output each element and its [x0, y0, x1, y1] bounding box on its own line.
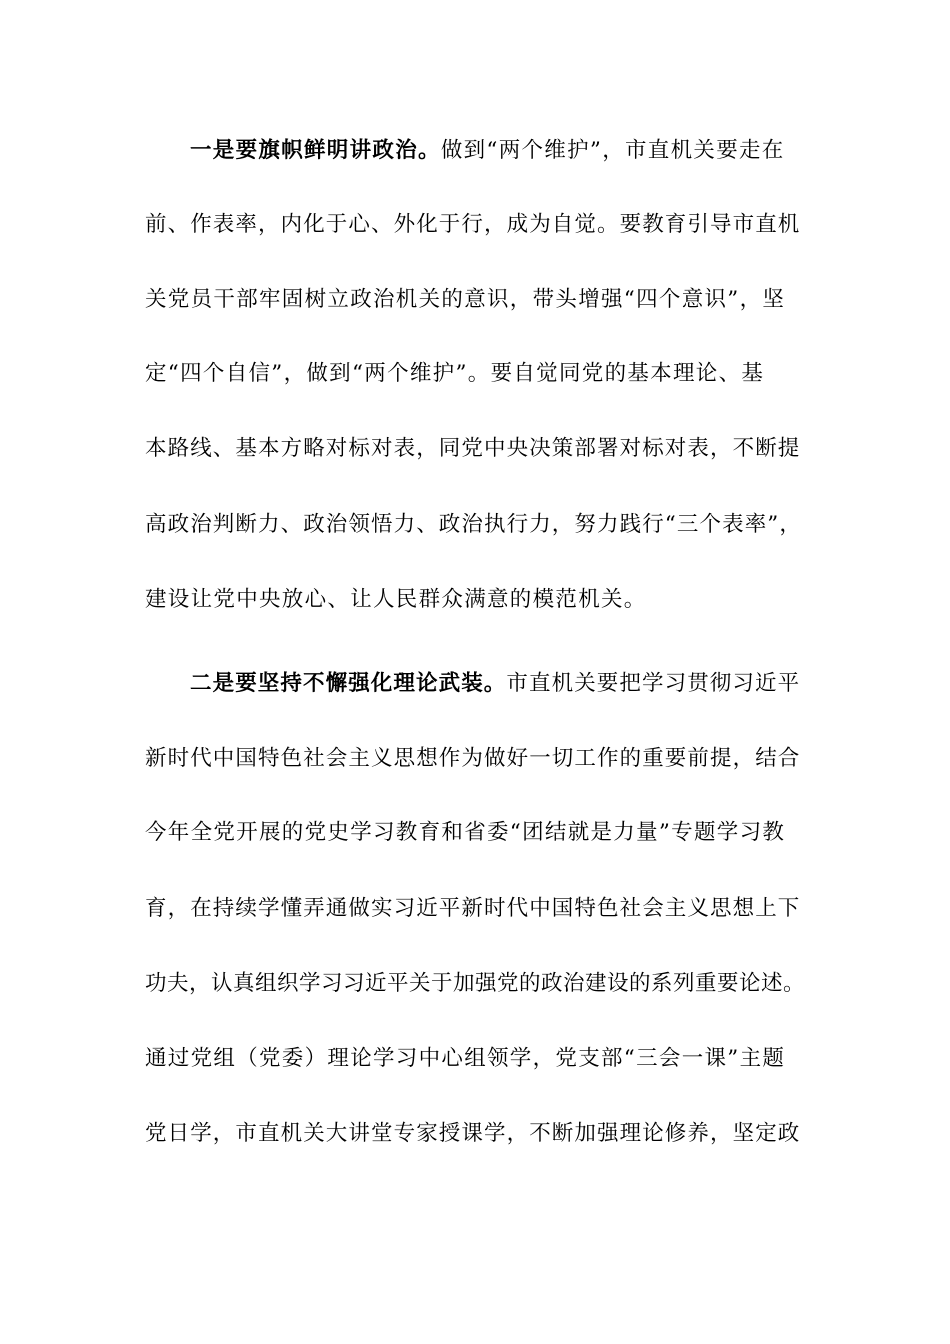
paragraph-2-heading: 二是要坚持不懈强化理论武装。 [190, 671, 507, 696]
paragraph-1-line-7: 建设让党中央放心、让人民群众满意的模范机关。 [145, 587, 647, 612]
paragraph-2-text: 市直机关要把学习贯彻习近平 [506, 671, 801, 696]
paragraph-2-line-7: 党日学，市直机关大讲堂专家授课学，不断加强理论修养，坚定政 [145, 1121, 801, 1146]
paragraph-1-line-5: 本路线、基本方略对标对表，同党中央决策部署对标对表，不断提 [145, 436, 801, 461]
paragraph-2-line-3: 今年全党开展的党史学习教育和省委“团结就是力量”专题学习教 [145, 820, 786, 845]
paragraph-1-heading: 一是要旗帜鲜明讲政治。 [190, 138, 441, 163]
paragraph-2-line-6: 通过党组（党委）理论学习中心组领学，党支部“三会一课”主题 [145, 1046, 786, 1071]
paragraph-1-text: 做到“两个维护”，市直机关要走在 [440, 138, 785, 163]
paragraph-1-line-6: 高政治判断力、政治领悟力、政治执行力，努力践行“三个表率”， [145, 512, 802, 537]
paragraph-1-line-4: 定“四个自信”，做到“两个维护”。要自觉同党的基本理论、基 [145, 361, 765, 386]
paragraph-1-line-1 [190, 131, 805, 171]
paragraph-2-line-4: 育，在持续学懂弄通做实习近平新时代中国特色社会主义思想上下 [145, 896, 801, 921]
paragraph-2-line-5: 功夫，认真组织学习习近平关于加强党的政治建设的系列重要论述。 [145, 971, 806, 996]
paragraph-2-line-1 [190, 664, 805, 704]
paragraph-1-line-2: 前、作表率，内化于心、外化于行，成为自觉。要教育引导市直机 [145, 212, 801, 237]
paragraph-2-line-2: 新时代中国特色社会主义思想作为做好一切工作的重要前提，结合 [145, 746, 801, 771]
paragraph-1-line-3: 关党员干部牢固树立政治机关的意识，带头增强“四个意识”，坚 [145, 287, 786, 312]
